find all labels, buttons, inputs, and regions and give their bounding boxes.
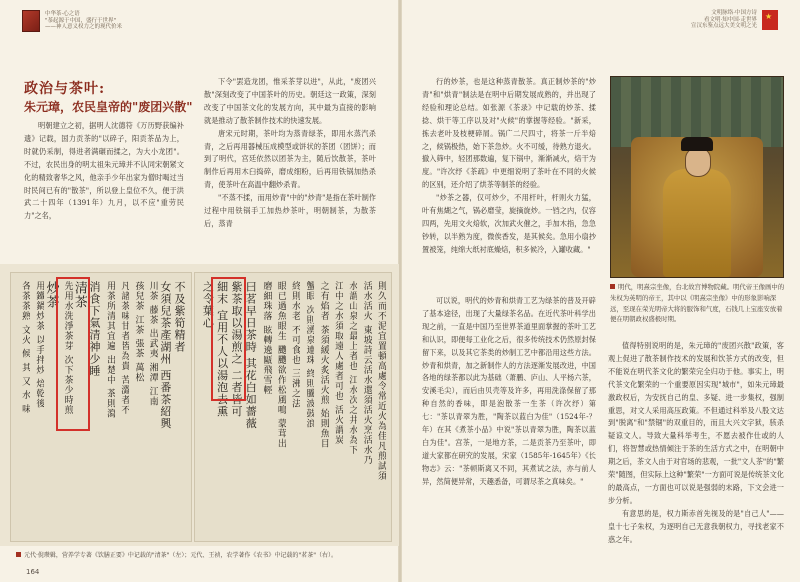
book-left-column: 炒茶 [43,281,59,309]
paragraph: 可以说，明代的炒青和烘青工艺为绿茶的普及开辟了基本途径，出现了大量绿茶名品。在近代茶叶科学出现之前，一直是中国乃至世界茶道里面掌握的茶叶工艺和认识，即便每工业化之后，很多传统技术仍然原封保留下来，以及其它茶类的炒制工艺中都沿用这些方法。炒青和烘青，加之新制作人的方法逐渐发展改进，中国各地的绿茶都以此为基础（萧鹏、庐山、人平杨六茶，安溪毛尖），而后由贝壳等及许多，再用洗涤保留了那种自然的香味，即是泡散茶一生茶（许次纾）第七："茶以青翠为胜，"陶茶以蓝白为佳"（1524年-？年）在其《煮茶小品》中说"茶以青翠为胜，陶茶以蓝白为佳"。宫茶，一是地方茶，二是贡茶乃至茶叶，即道大家都在研究的发展，宋家（1585年-1645年）《长物志》云："茶顿斯离又不同，其煮试之法，亦与前人异，然简便异常，天趣悉备，可谓尽茶之真味矣。" [422,296,596,486]
header-right [691,10,778,30]
book-right-column: 曰茗早日茶時 其花白如薔薇 [244,281,258,430]
header-thumbnail [22,10,40,32]
header-left-text [45,11,122,31]
portrait-caption-text: 明代，明熹宗坐像，台北故宫博物院藏。明代帝王像画中的朱权为英明的帝王，其中以《明熹宗坐像》中的形象影响深远，至现在荣光明帝大将的服饰和气度，石钱几上宝座安放着便在明朝政权盛极时期。 [610,283,785,324]
book-left-column: 消食下氣清神少睡 [88,281,101,377]
text-column-left-1 [24,120,184,223]
section-subtitle: 朱元璋，农民皇帝的"废团兴散" [24,100,193,114]
book-left-column: 不及紫筍精者 [173,281,186,353]
book-right-column: 活水活火 東坡詩云活水還須活火烹活水乃 [361,281,372,465]
book-left-column: 用茶所清其宜遍 出楚中 茶則瀉 [105,281,116,419]
header-left-line-3: ——神人意义权力之的现代价米 [45,24,123,31]
header-left-line-2: "茶起源于中国，盛行于世界" [45,17,117,24]
book-right-highlight-box [211,277,246,401]
book-left-column: 孩兒茶 江茶 張茶 萬松 [133,281,144,383]
text-column-left-2 [204,76,376,231]
text-column-right-1 [422,76,596,257]
header-right-line-1: 文明脉络·中国方诗 [711,10,757,17]
caption-bullet-icon [610,284,615,289]
flag-icon [762,10,778,30]
paragraph: 唐宋元时期，茶叶均为蒸青绿茶，即用水蒸汽杀青，之后再用器械压成模型或饼状的茶团（团饼）；而到了明代，宫廷依然以团茶为主，随后饮散茶，茶叶制作后再用木臼捣碎，磨成细粉，后再用铁锅加热杀青，使茶叶在高温中翻炒杀青。 [204,128,376,190]
book-caption-text: 元代·倪瓒辑，营养学专著《饮膳正要》中记载的"清茶"（左）；元代、王祯，农学著作《农书》中记载的"茗茶"（右）。 [24,552,337,559]
text-column-right-2-lower [608,340,784,547]
book-left-highlight-box [56,277,90,431]
book-left-column: 各茶茶熟 文火 候 其 又 水 味 [20,281,31,415]
text-column-right-1-lower [422,295,596,489]
book-right-column: 磨細珠落 眩轉遶甌飛雪輕 [261,281,272,395]
book-right-column: 眼已過魚眼生 颼颼欲作松風鳴 蒙茸出 [275,281,286,449]
portrait-caption [610,282,786,325]
book-page-right [194,272,392,542]
portrait-robe [663,169,731,277]
book-right-column: 之令葉心 [201,281,215,329]
book-right-column: 細末 宜用不人以湯泡去熏 [215,281,229,418]
book-left-column: 清茶 [71,281,87,309]
header-left [22,10,122,32]
caption-bullet-icon [16,552,21,557]
paragraph: 值得特别说明的是，朱元璋的"废团兴散"政策，客观上促进了散茶制作技术的发展和饮茶方式的改变，但不能说在明代茶文化的繁荣完全归功于他。事实上，明代茶文化繁荣的一个重要原因实现"城市"，如朱元璋最激政权后，为安抚自己的皇、多疑、进一步集权，强制重思，对文人采用高压政策。不但通过科举及八股文达到"脱离"和"禁锢"的双重目的，而且大兴文字狱，骇杀疑谅文人。导致大量科举考生，不愿去被作仕或的人们，将智慧或热情倾注于茶的生活方式之中，在明朝中期之后，茶文人由于对官场的悲观，一批"文人茶"的"繁荣"随图，但实际上这种"繁荣"一方面可说是传统茶文化的最高点，一方面也可以说是强弱的末路，下文会进一步分析。 [608,341,784,505]
book-right-column: 終則水老 不可食也 三沸之法 [290,281,301,409]
paragraph: "炒茶之器，仅可炒少，不用杆叶，杆则火力猛，叶有焦煳之气，锅必磨莹，旋摘旋炒。一铛之内，仅容四两，先用文火焙软，次加武火催之，手加木指，急急钞转，以半熟为度，微俟香发，是其候矣。急用小扇抄置被笼，纯绵大纸衬底燥焙，积多候冷，入罐收藏。" [422,193,596,254]
book-left-column: 凡諸茶味甘者皆為貴 苦澀者不 [119,281,130,415]
page-number: 164 [26,568,40,576]
book-left-column: 川茶 藤茶 出武夷 湘潭 江南 [147,281,158,407]
book-right-column: 則久而不泥宜置頓高處令常近火為佳凡煎試須 [376,281,386,481]
book-right-column: 之有焰者 茶須緩火炙活火煎 始則魚目 [318,281,329,449]
section-title: 政治与茶叶: [24,81,106,97]
emperor-portrait-image [610,76,784,278]
book-right-column: 江中之水須取遠人處者可也 活火謂炭 [333,281,344,445]
paragraph: 下令"罢造龙团，惟采茶芽以进"，从此，"废团兴散"深刻改变了中国茶叶的历史。朝廷这一政策，深刻改变了中国茶文化的发展方向，其中最为直接的影响就是推动了散茶制作技术的快速发展。 [204,77,376,125]
book-right-column: 紫茶取以湯煎之 二者皆可 [229,281,243,418]
book-caption [16,550,337,559]
paragraph: 有意思的是，权力斯赤首先视及的是"自己人"——皇十七子朱权，为逐明自己无意我朝权力，寻找老家不惑之年。 [608,508,784,544]
book-left-column: 女須兒茶產湖州 西番茶紹興 [158,281,172,430]
header-left-line-1: 中华茶·心之语 [45,11,80,18]
book-page-left [10,272,192,542]
book-right-column: 水謂山泉之最上者也 江水次之井水為下 [347,281,358,455]
book-left-column: 用鐵鍋炒茶 以手拌炒 焙乾後 [34,281,45,409]
book-right-column: 蟹眼 次則湧泉連珠 終則騰波鼓浪 [304,281,315,429]
portrait-face [685,147,711,177]
portrait-hat [681,137,713,151]
header-right-line-2: 看文明·知中国·走世界 [704,16,757,23]
book-left-column: 先用水洗淨茶芽 次下茶少時煎 [62,281,73,415]
paragraph: 行的炒茶，也是这种蒸青散茶。真正制炒茶的"炒青"和"烘青"制法是在明中后期发展成熟的，并出现了经验和理论总结。如张源《茶录》中记载的炒茶、揉捻、烘干等工序以及对"火候"的掌握等经验。"新采，拣去老叶及枝梗碎屑。锅广二尺四寸，将茶一斤半焙之，候锅极热，始下茶急炒。火不可缓，待熟方退火。撤入筛中，轻团那数遍，复下锅中，渐渐减火，焙干为度。"许次纾《茶疏》中更细说明了茶叶在不同的火候的区别，还介绍了烘茶等制茶的经验。 [422,77,596,190]
header-right-line-3: 宣汉东鉴点远大美文明之光 [690,23,757,30]
header-right-text [691,10,757,30]
paragraph: "不蒸不揉，而用炒青"中的"炒青"是指在茶叶制作过程中用铁锅手工加热炒茶叶，明朝制茶，为散茶后，蒸青 [204,193,376,228]
paragraph: 明朝建立之初，据明人沈德符《万历野获编补遗》记载，国力贡茶的"以碎子，阳贡茶品为上，时就仍采制，得进者满碾而揉之，为大小龙团"。不过，农民出身的明太祖朱元璋并不认同宋朝紧文化的精致奢华之风，他亲手少年出家为僧时喝过当时民间已有的"散茶"，所以登上皇位不久，便于洪武二十四年（1391年）九月，以不应"重劳民力"之名， [24,121,184,221]
